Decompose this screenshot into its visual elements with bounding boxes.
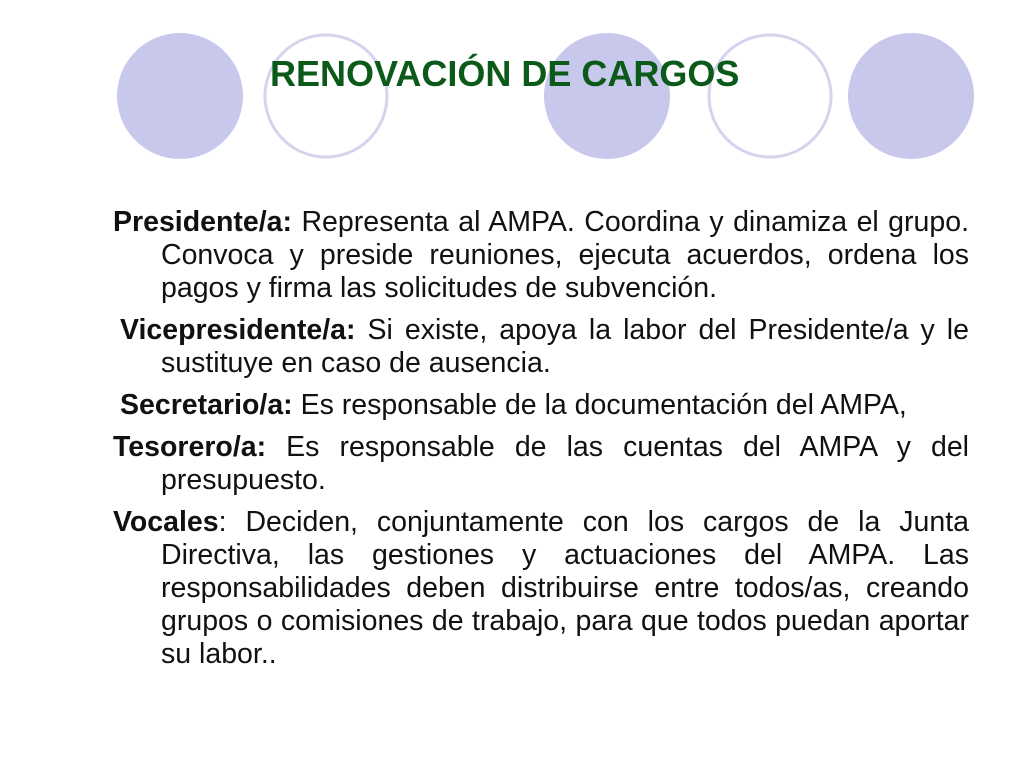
role-description: Si existe, apoya la labor del Presidente/a y le sustituye en caso de ausencia. bbox=[161, 314, 969, 379]
role-term: Vocales bbox=[113, 506, 219, 538]
circle-filled-1 bbox=[117, 33, 243, 159]
circle-filled-3 bbox=[848, 33, 974, 159]
role-vocales bbox=[113, 506, 969, 671]
role-description: : Deciden, conjuntamente con los cargos de la Junta Directiva, las gestiones y actuaciones del AMPA. Las responsabilidades deben distribuirse entre todos/as, creando grupos o comisiones de trabajo, para que todos puedan aportar su labor.. bbox=[161, 506, 969, 670]
role-term: Tesorero/a: bbox=[113, 431, 267, 463]
role-description: Es responsable de las cuentas del AMPA y del presupuesto. bbox=[161, 431, 969, 496]
role-description: Es responsable de la documentación del AMPA, bbox=[292, 389, 907, 421]
role-term: Presidente/a: bbox=[113, 206, 292, 238]
role-description: Representa al AMPA. Coordina y dinamiza el grupo. Convoca y preside reuniones, ejecuta acuerdos, ordena los pagos y firma las solicitudes de subvención. bbox=[161, 206, 969, 304]
role-term: Secretario/a: bbox=[120, 389, 293, 421]
slide-title: RENOVACIÓN DE CARGOS bbox=[270, 53, 740, 94]
roles-list bbox=[113, 206, 969, 680]
role-presidente bbox=[113, 206, 969, 305]
role-vicepresidente bbox=[113, 314, 969, 380]
role-term: Vicepresidente/a: bbox=[120, 314, 356, 346]
role-secretario bbox=[113, 389, 969, 422]
role-tesorero bbox=[113, 431, 969, 497]
